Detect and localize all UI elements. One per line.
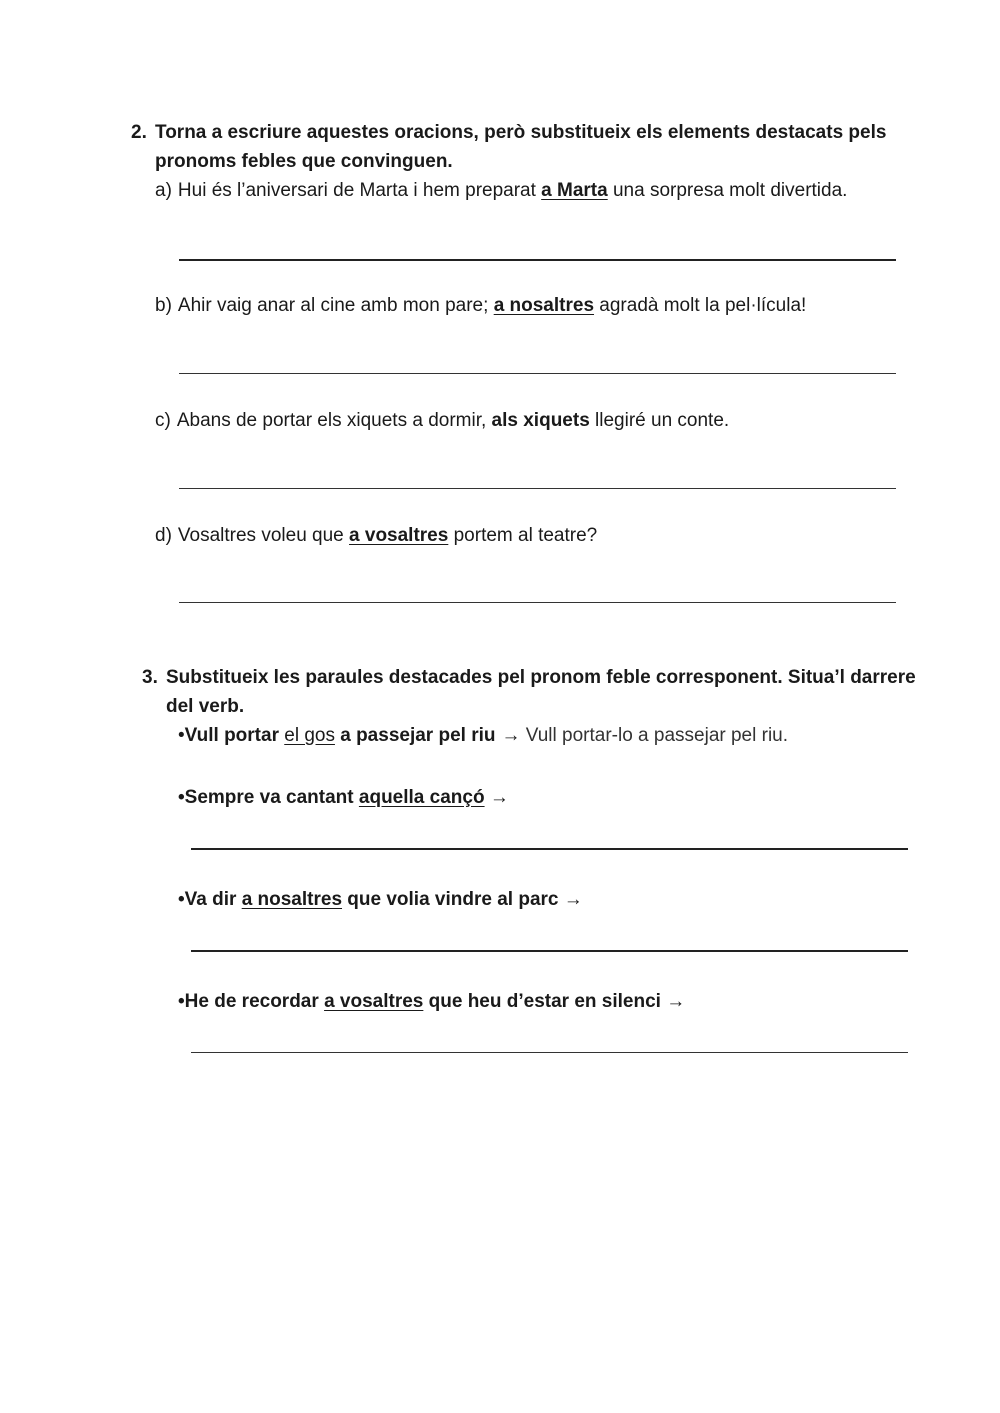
exercise-3-title-line2: del verb. <box>166 696 245 717</box>
example-answer: Vull portar-lo a passejar pel riu. <box>520 725 789 746</box>
answer-line[interactable] <box>179 373 896 374</box>
exercise-2-title-line1: Torna a escriure aquestes oracions, però substitueix els elements destacats pels <box>155 122 887 143</box>
item-text-after: portem al teatre? <box>448 525 598 546</box>
item-letter: c) <box>155 410 171 431</box>
arrow-right-icon: → <box>489 787 509 808</box>
answer-line[interactable] <box>179 602 896 603</box>
item-text-before: Va dir <box>184 889 242 910</box>
arrow-right-icon: → <box>501 725 521 746</box>
highlighted-element: aquella cançó <box>358 787 485 808</box>
exercise-3-number: 3. <box>142 667 158 688</box>
item-letter: a) <box>155 180 172 201</box>
item-text-before: He de recordar <box>184 991 325 1012</box>
exercise-3-title-line1: Substitueix les paraules destacades pel pronom feble corresponent. Situa’l darrere <box>166 667 916 688</box>
item-text-after: agradà molt la pel·lícula! <box>594 295 807 316</box>
example-text-after: a passejar pel riu <box>334 725 496 746</box>
arrow-right-icon: → <box>666 991 686 1012</box>
answer-line[interactable] <box>191 1052 908 1053</box>
exercise-2-item-a <box>155 178 847 204</box>
highlighted-element: a Marta <box>541 180 608 201</box>
item-text-before: Abans de portar els xiquets a dormir, <box>176 410 492 431</box>
item-text-before: Ahir vaig anar al cine amb mon pare; <box>177 295 494 316</box>
item-text-before: Hui és l’aniversari de Marta i hem preparat <box>177 180 542 201</box>
exercise-2-title-line2: pronoms febles que convinguen. <box>155 151 453 172</box>
answer-line[interactable] <box>179 488 896 489</box>
arrow-right-icon: → <box>563 889 583 910</box>
highlighted-element: a nosaltres <box>493 295 595 316</box>
bullet: • <box>178 725 185 746</box>
bullet: • <box>178 991 185 1012</box>
exercise-3-item-3 <box>178 989 685 1015</box>
exercise-3-item-2 <box>178 887 583 913</box>
exercise-3-item-1 <box>178 785 509 811</box>
bullet: • <box>178 889 185 910</box>
item-text-after: que heu d’estar en silenci <box>423 991 667 1012</box>
exercise-3-example <box>178 723 788 749</box>
highlighted-element: als xiquets <box>491 410 590 431</box>
exercise-2-item-d <box>155 523 597 549</box>
item-text-after: llegiré un conte. <box>589 410 730 431</box>
bullet: • <box>178 787 185 808</box>
example-text-before: Vull portar <box>184 725 285 746</box>
highlighted-element: a vosaltres <box>324 991 424 1012</box>
exercise-2-item-b <box>155 293 806 319</box>
item-text-after: una sorpresa molt divertida. <box>607 180 848 201</box>
answer-line[interactable] <box>191 950 908 952</box>
highlighted-element: a vosaltres <box>349 525 449 546</box>
answer-line[interactable] <box>191 848 908 850</box>
item-letter: d) <box>155 525 172 546</box>
answer-line[interactable] <box>179 259 896 261</box>
item-text-after: que volia vindre al parc <box>342 889 564 910</box>
exercise-2-number: 2. <box>131 122 147 143</box>
item-text-before: Vosaltres voleu que <box>177 525 350 546</box>
item-letter: b) <box>155 295 172 316</box>
highlighted-element: a nosaltres <box>241 889 343 910</box>
exercise-2-item-c <box>155 408 729 434</box>
item-text-before: Sempre va cantant <box>184 787 359 808</box>
highlighted-element: el gos <box>284 725 335 746</box>
